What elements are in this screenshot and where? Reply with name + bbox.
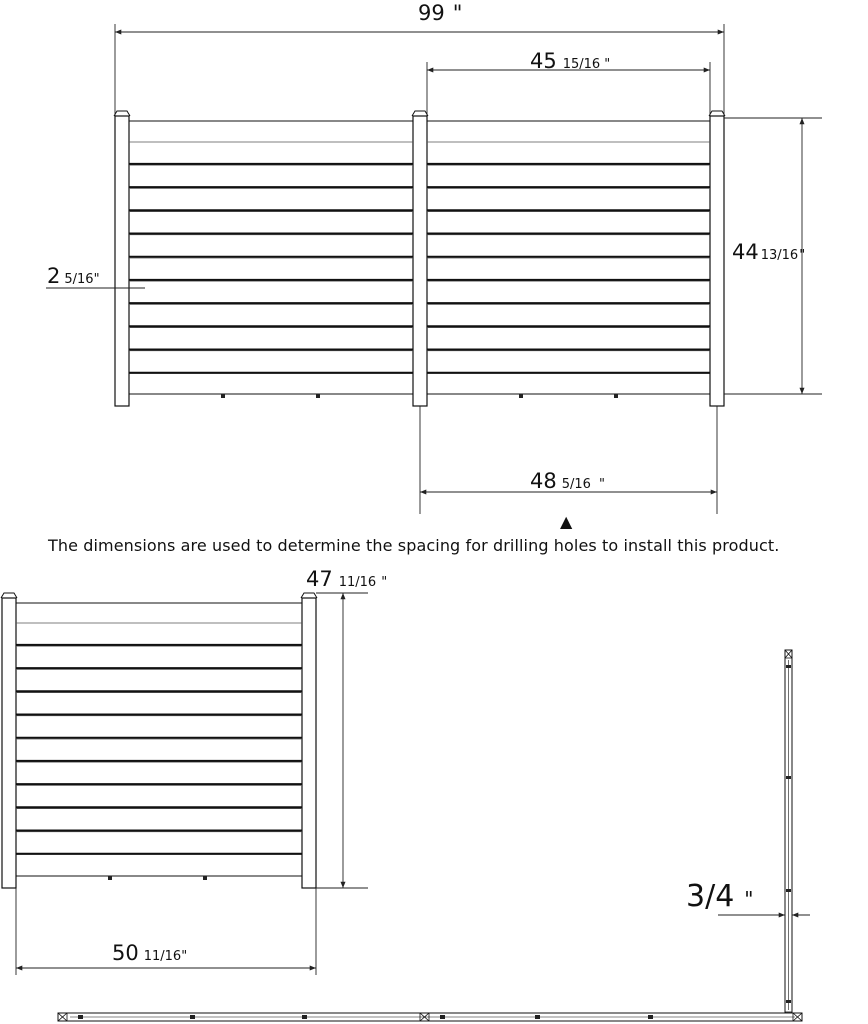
post-spacing-label: 48 5/16 " <box>530 469 605 493</box>
section-width-label: 45 15/16 " <box>530 49 611 73</box>
post-right <box>710 116 724 406</box>
single-fence <box>1 593 317 888</box>
dimension-single-height <box>316 593 368 888</box>
bottom-profile <box>58 1013 802 1021</box>
instruction-caption: The dimensions are used to determine the spacing for drilling holes to install this product. <box>48 536 780 555</box>
height-label: 44 13/16" <box>732 240 806 264</box>
indicator-arrow: ▲ <box>560 512 573 531</box>
dimension-post-spacing <box>420 406 717 514</box>
post-middle <box>413 116 427 406</box>
single-post-left <box>2 598 16 888</box>
single-post-right <box>302 598 316 888</box>
thickness-label: 3/4 " <box>686 879 754 914</box>
overall-width-label: 99 " <box>418 1 463 25</box>
slats-single <box>16 623 302 854</box>
single-height-label: 47 11/16 " <box>306 567 388 591</box>
post-caps <box>114 111 725 116</box>
post-left <box>115 116 129 406</box>
double-fence <box>114 111 725 406</box>
side-profile <box>785 650 792 1020</box>
gap-label: 2 5/16" <box>47 264 100 288</box>
single-width-label: 50 11/16" <box>112 941 188 965</box>
